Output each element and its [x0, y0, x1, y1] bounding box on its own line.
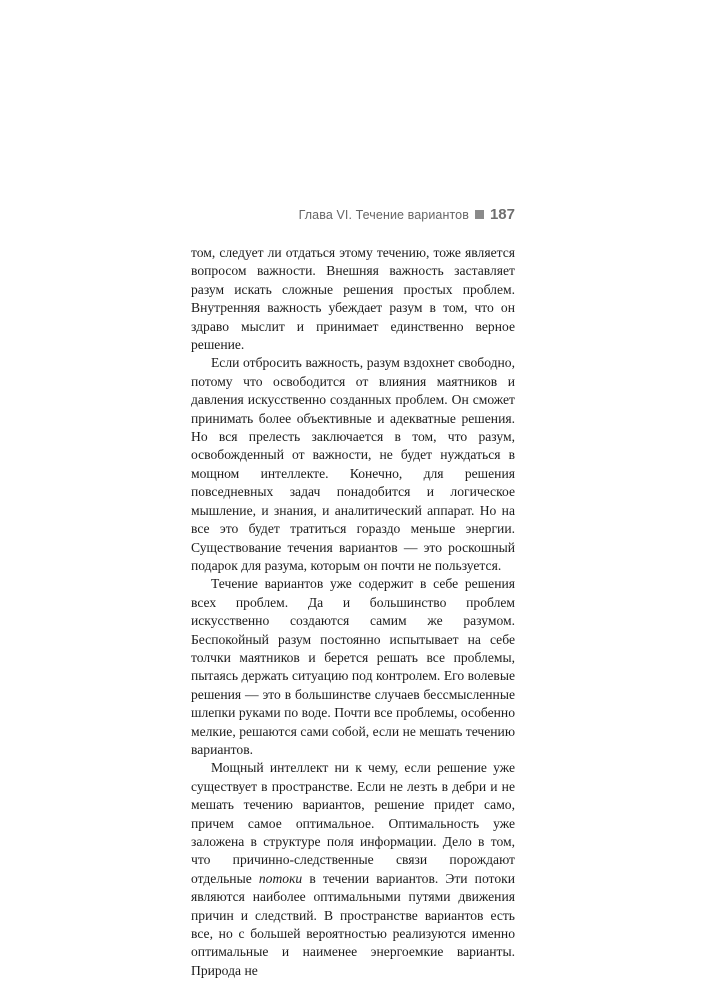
paragraph-4-text-start: Мощный интеллект ни к чему, если решение уже существует в пространстве. Если не лезть в дебри и не мешать течению вариантов, решение придет само, причем самое оптимальное. Оптимальность уже заложена в структуре поля информации. Дело в том, что причинно-следственные связи порождают отдельные [191, 760, 515, 886]
paragraph-2: Если отбросить важность, разум вздохнет свободно, потому что освободится от влияния маятников и давления искусственно созданных проблем. Он сможет принимать более объективные и адекватные решения. Но вся прелесть заключается в том, что разум, освобожденный от важности, не будет нуждаться в мощном интеллекте. Конечно, для решения повседневных задач понадобится и логическое мышление, и знания, и аналитический аппарат. Но на все это будет тратиться гораздо меньше энергии. Существование течения вариантов — это роскошный подарок для разума, которым он почти не пользуется. [191, 355, 515, 573]
body-text [191, 244, 515, 980]
paragraph-3: Течение вариантов уже содержит в себе решения всех проблем. Да и большинство проблем искусственно создаются самим же разумом. Беспокойный разум постоянно испытывает на себе толчки маятников и берется решать все проблемы, пытаясь держать ситуацию под контролем. Его волевые решения — это в большинстве случаев бессмысленные шлепки руками по воде. Почти все проблемы, особенно мелкие, решаются сами собой, если не мешать течению вариантов. [191, 576, 515, 757]
square-bullet-icon [475, 210, 484, 219]
running-header [299, 206, 515, 223]
paragraph-4 [191, 759, 515, 980]
paragraph-4-text-end: в течении вариантов. Эти потоки являются наиболее оптимальными путями движения причин и следствий. В пространстве вариантов есть все, но с большей вероятностью реализуются именно оптимальные и наименее энергоемкие варианты. Природа не [191, 870, 515, 978]
page-number: 187 [489, 206, 515, 223]
chapter-title: Глава VI. Течение вариантов [298, 207, 469, 222]
paragraph-1: том, следует ли отдаться этому течению, тоже является вопросом важности. Внешняя важность заставляет разум искать сложные решения простых проблем. Внутренняя важность убеждает разум в том, что он здраво мыслит и принимает единственно верное решение. [191, 245, 515, 353]
emphasis-potoki: потоки [258, 870, 303, 886]
